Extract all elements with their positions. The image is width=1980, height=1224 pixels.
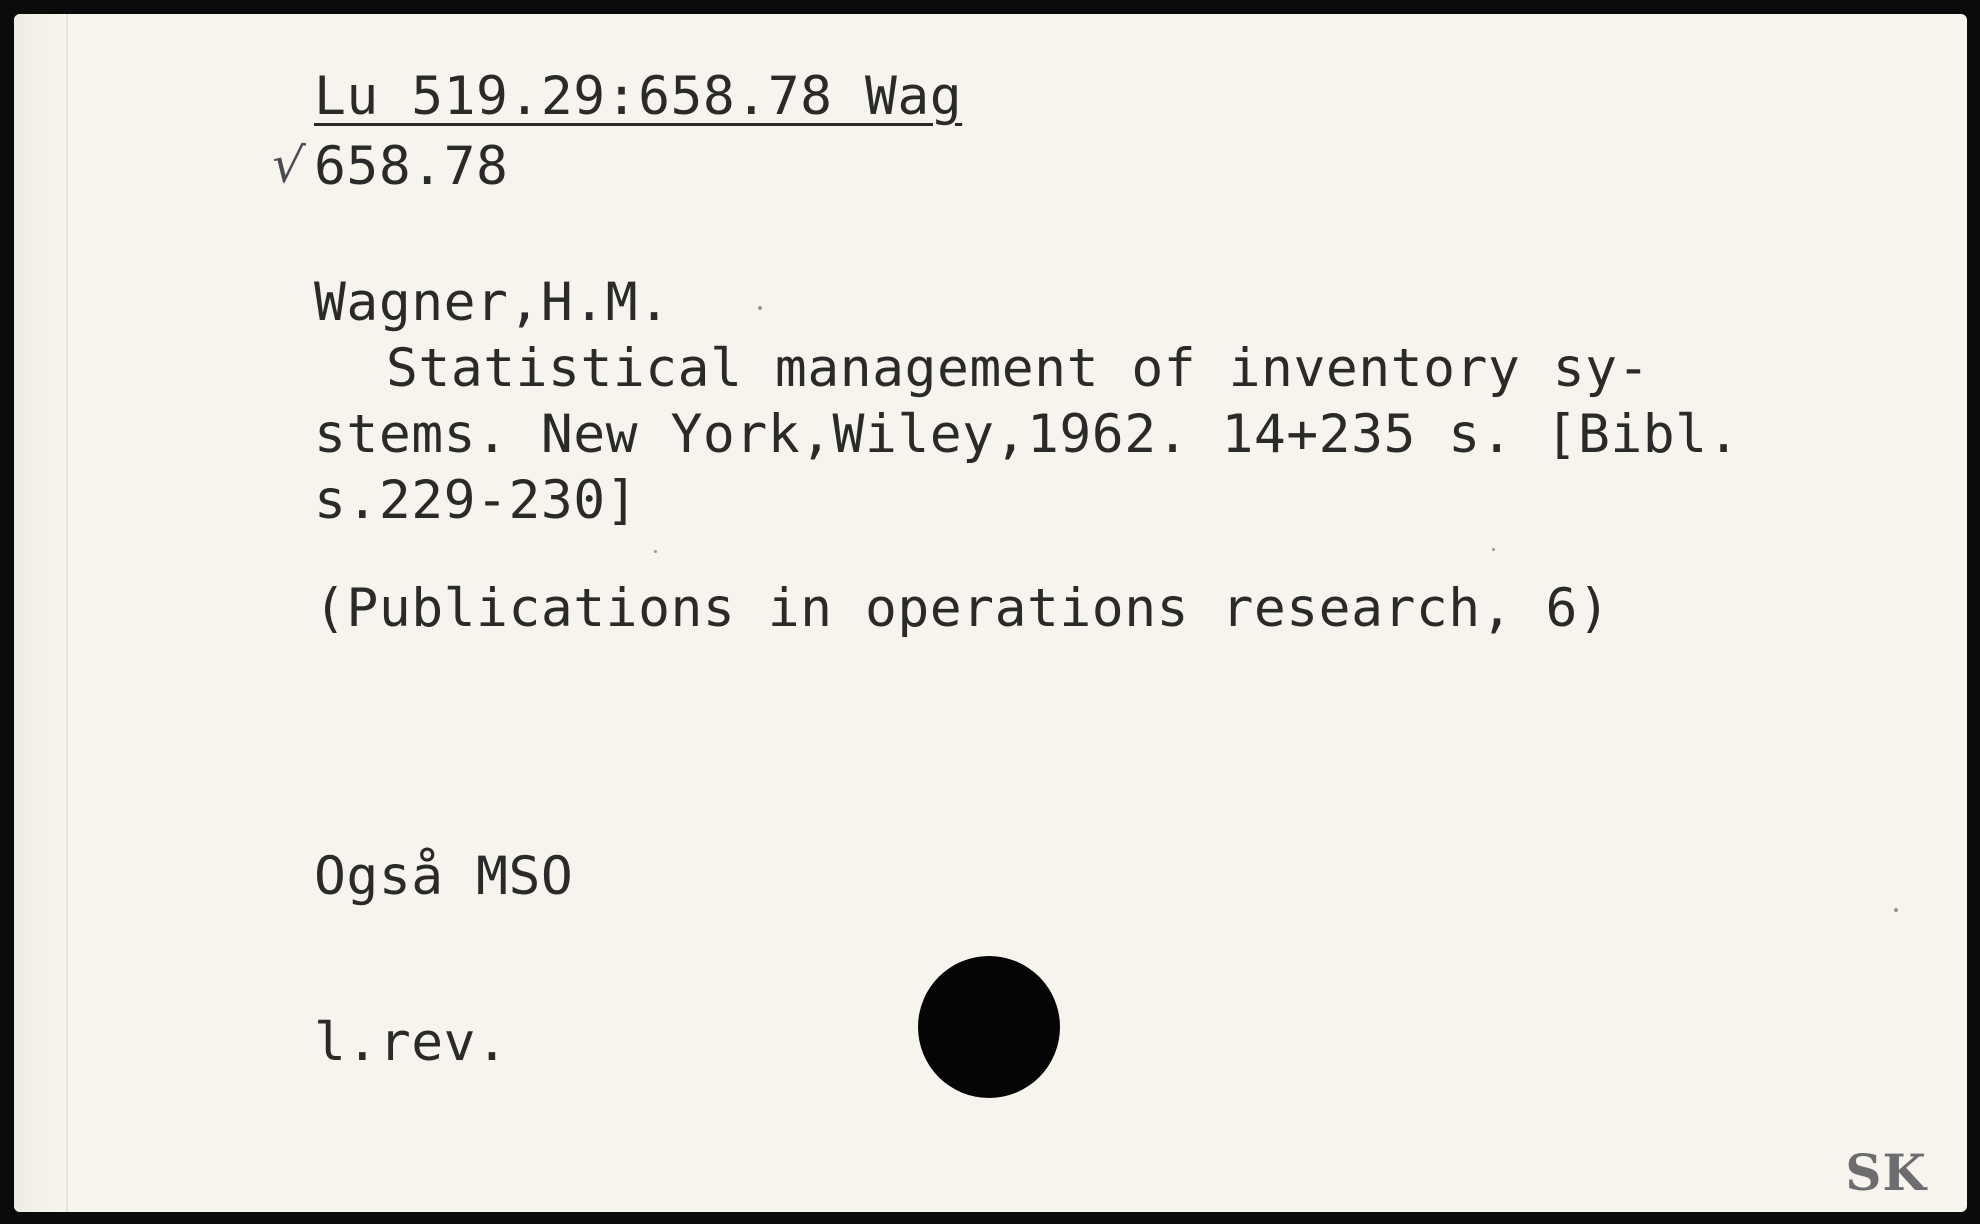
title-line: stems. New York,Wiley,1962. 14+235 s. [Bibl.: [314, 404, 1740, 465]
title-line: s.229-230]: [314, 470, 639, 531]
call-number-primary: Lu 519.29:658.78 Wag: [314, 66, 963, 127]
title-line: Statistical management of inventory sy-: [386, 338, 1650, 399]
paper-speck: [1894, 908, 1898, 912]
punch-hole: [918, 956, 1060, 1098]
paper-speck: [1492, 548, 1495, 551]
series-note: (Publications in operations research, 6): [314, 578, 1611, 639]
library-stamp: SK: [1845, 1143, 1927, 1202]
paper-speck: [654, 550, 657, 553]
check-mark-icon: √: [269, 134, 307, 196]
author-heading: Wagner,H.M.: [314, 272, 671, 333]
see-also-note: Også MSO: [314, 846, 574, 907]
catalog-card: [14, 14, 1967, 1212]
revision-note: l.rev.: [314, 1012, 509, 1073]
call-number-secondary: 658.78: [314, 136, 509, 197]
card-edge-line: [66, 14, 68, 1212]
paper-speck: [758, 306, 762, 310]
